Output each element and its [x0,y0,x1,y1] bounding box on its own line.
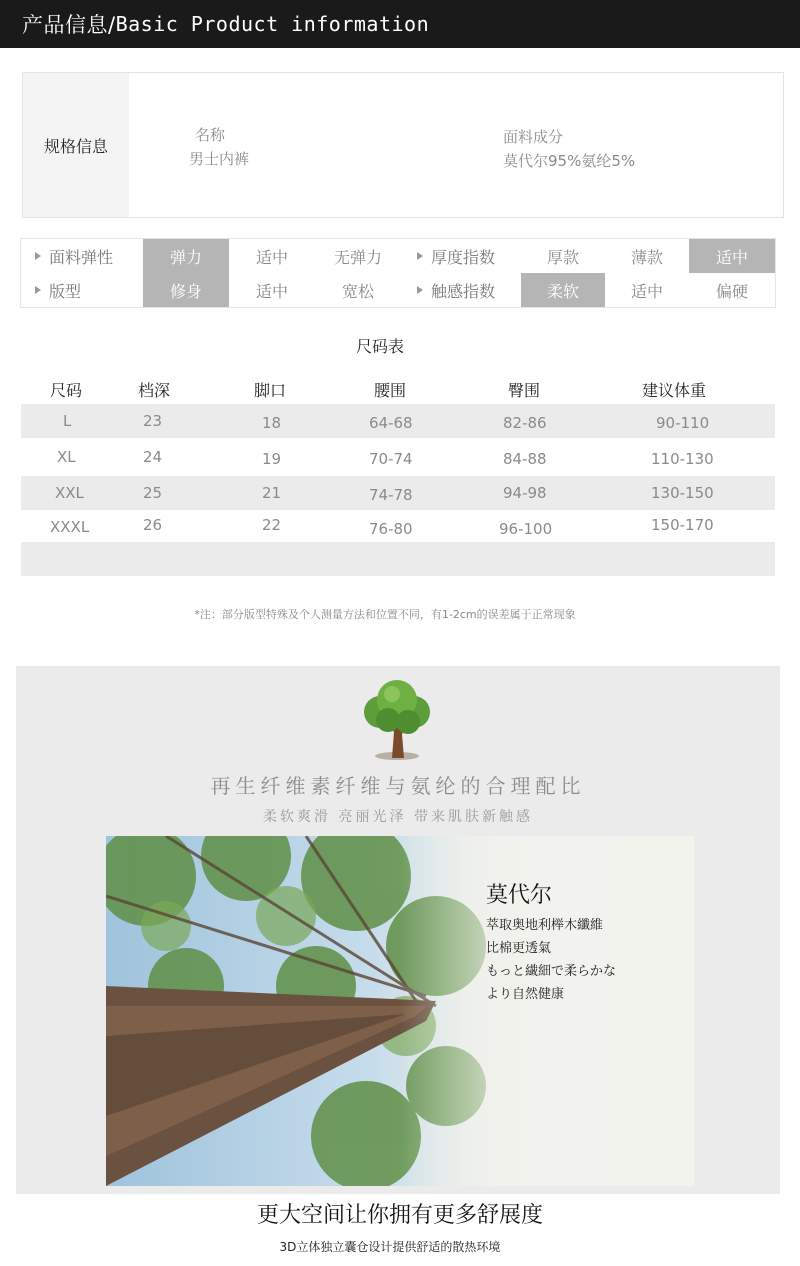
size-table-title: 尺码表 [355,337,404,356]
attr-title-touch: 触感指数 [403,273,521,307]
size-header-leg: 脚口 [254,381,287,400]
fabric-value: 莫代尔95%氨纶5% [503,152,636,170]
forest-illustration [106,836,694,1186]
attr-title-thickness: 厚度指数 [403,239,521,273]
attr-option-loose: 宽松 [341,281,374,301]
name-value: 男士内裤 [189,150,250,168]
modal-line-4: より自然健康 [486,987,565,1002]
bottom-subtitle: 3D立体独立囊仓设计提供舒适的散热环境 [279,1240,501,1254]
triangle-right-icon [35,286,41,294]
attr-option-medium: 适中 [255,247,288,267]
size-header-weight: 建议体重 [642,381,707,400]
attr-option-thickness-medium: 适中 [689,239,775,273]
section-header [0,0,800,48]
modal-line-3: もっと繊細で柔らかな [486,964,617,979]
size-header-rise: 档深 [138,381,171,400]
name-label: 名称 [195,126,226,144]
modal-line-1: 萃取奥地利榉木纖維 [486,918,604,933]
triangle-right-icon [35,252,41,260]
attr-option-hard: 偏硬 [715,281,748,301]
attr-option-thick: 厚款 [546,247,579,267]
forest-photo [106,836,694,1186]
table-row: L 23 18 64-68 82-86 90-110 [21,404,775,438]
attr-option-fit-medium: 适中 [255,281,288,301]
attr-option-soft: 柔软 [521,273,605,307]
table-row-empty [21,542,775,576]
header-title-cn: 产品信息/ [22,13,116,37]
size-note: *注：部分版型特殊及个人测量方法和位置不同，有1-2cm的误差属于正常现象 [194,608,576,621]
attr-option-no-elastic: 无弹力 [333,247,382,267]
table-row: XL 24 19 70-74 84-88 110-130 [57,448,714,468]
triangle-right-icon [417,252,423,260]
spec-info-box [22,72,784,218]
attr-option-slim: 修身 [143,273,229,307]
attribute-table [20,238,776,308]
modal-title: 莫代尔 [486,883,553,908]
spec-label: 规格信息 [23,73,129,217]
promo-section [16,666,780,1194]
size-header-size: 尺码 [50,381,83,400]
size-header-hip: 臀围 [508,381,541,400]
fabric-label: 面料成分 [503,128,564,146]
attr-option-thin: 薄款 [630,247,663,267]
table-row: XXXL 26 22 76-80 96-100 150-170 [50,516,714,538]
header-title-en: Basic Product information [115,12,430,36]
attr-option-touch-medium: 适中 [630,281,663,301]
triangle-right-icon [417,286,423,294]
attr-option-elastic: 弹力 [143,239,229,273]
size-header-waist: 腰围 [374,381,407,400]
table-row: XXL 25 21 74-78 94-98 130-150 [21,476,775,510]
bottom-title: 更大空间让你拥有更多舒展度 [256,1203,543,1228]
promo-subtitle: 柔软爽滑 亮丽光泽 带来肌肤新触感 [263,809,533,825]
attr-title-elasticity: 面料弹性 [21,239,143,273]
promo-title: 再生纤维素纤维与氨纶的合理配比 [210,774,586,798]
attr-title-fit: 版型 [21,273,143,307]
modal-line-2: 比棉更透氣 [486,941,552,956]
tree-icon [352,676,442,764]
